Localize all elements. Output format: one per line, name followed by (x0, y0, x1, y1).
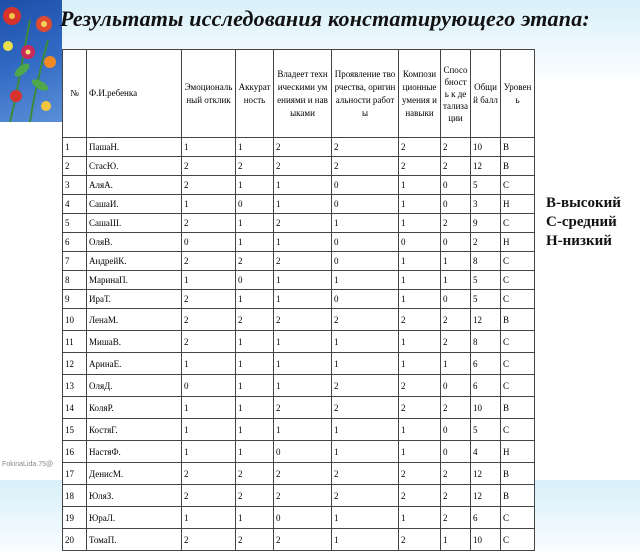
table-row (63, 214, 535, 233)
cell-creativity: 1 (332, 331, 399, 353)
cell-creativity: 2 (332, 309, 399, 331)
cell-composition: 2 (399, 463, 441, 485)
cell-technical-skills: 1 (274, 290, 332, 309)
cell-detailing: 0 (441, 176, 471, 195)
cell-composition: 1 (399, 271, 441, 290)
cell-number: 1 (63, 138, 87, 157)
column-header-total-score: Общий балл (471, 50, 501, 138)
watermark: FokinaLida.75@ (2, 461, 54, 468)
table-row (63, 441, 535, 463)
cell-emotional-response: 1 (182, 271, 236, 290)
cell-total-score: 6 (471, 353, 501, 375)
cell-accuracy: 1 (236, 176, 274, 195)
cell-total-score: 5 (471, 290, 501, 309)
table-row (63, 375, 535, 397)
cell-creativity: 1 (332, 441, 399, 463)
cell-child-name: АринаЕ. (87, 353, 182, 375)
cell-composition: 1 (399, 252, 441, 271)
cell-number: 4 (63, 195, 87, 214)
cell-number: 3 (63, 176, 87, 195)
cell-number: 8 (63, 271, 87, 290)
cell-number: 10 (63, 309, 87, 331)
cell-creativity: 1 (332, 271, 399, 290)
cell-composition: 0 (399, 233, 441, 252)
table-row (63, 195, 535, 214)
cell-emotional-response: 2 (182, 214, 236, 233)
cell-total-score: 10 (471, 138, 501, 157)
cell-level: В (501, 157, 535, 176)
cell-composition: 1 (399, 441, 441, 463)
cell-total-score: 2 (471, 233, 501, 252)
cell-creativity: 0 (332, 252, 399, 271)
cell-composition: 2 (399, 157, 441, 176)
cell-total-score: 8 (471, 252, 501, 271)
cell-emotional-response: 1 (182, 195, 236, 214)
cell-technical-skills: 0 (274, 441, 332, 463)
cell-total-score: 12 (471, 485, 501, 507)
cell-total-score: 10 (471, 529, 501, 551)
cell-composition: 1 (399, 507, 441, 529)
cell-accuracy: 1 (236, 214, 274, 233)
cell-technical-skills: 2 (274, 252, 332, 271)
cell-technical-skills: 2 (274, 397, 332, 419)
cell-child-name: ЮраЛ. (87, 507, 182, 529)
cell-detailing: 2 (441, 157, 471, 176)
table-row (63, 290, 535, 309)
legend-low: Н-низкий (546, 233, 612, 249)
cell-composition: 1 (399, 331, 441, 353)
cell-level: Н (501, 233, 535, 252)
cell-technical-skills: 2 (274, 309, 332, 331)
cell-accuracy: 1 (236, 397, 274, 419)
cell-detailing: 0 (441, 290, 471, 309)
cell-emotional-response: 2 (182, 463, 236, 485)
cell-child-name: АляА. (87, 176, 182, 195)
cell-level: С (501, 176, 535, 195)
cell-number: 19 (63, 507, 87, 529)
cell-number: 9 (63, 290, 87, 309)
cell-accuracy: 2 (236, 463, 274, 485)
cell-emotional-response: 1 (182, 397, 236, 419)
cell-detailing: 0 (441, 233, 471, 252)
cell-accuracy: 1 (236, 290, 274, 309)
cell-accuracy: 1 (236, 507, 274, 529)
cell-level: В (501, 485, 535, 507)
cell-emotional-response: 2 (182, 309, 236, 331)
cell-child-name: МаринаП. (87, 271, 182, 290)
cell-level: В (501, 463, 535, 485)
cell-number: 20 (63, 529, 87, 551)
cell-creativity: 1 (332, 507, 399, 529)
cell-number: 13 (63, 375, 87, 397)
cell-technical-skills: 2 (274, 157, 332, 176)
cell-level: Н (501, 195, 535, 214)
cell-emotional-response: 2 (182, 157, 236, 176)
cell-total-score: 3 (471, 195, 501, 214)
cell-level: С (501, 353, 535, 375)
cell-detailing: 2 (441, 214, 471, 233)
cell-emotional-response: 2 (182, 252, 236, 271)
cell-detailing: 1 (441, 353, 471, 375)
cell-technical-skills: 1 (274, 353, 332, 375)
cell-child-name: КоляР. (87, 397, 182, 419)
cell-detailing: 0 (441, 441, 471, 463)
cell-technical-skills: 2 (274, 485, 332, 507)
cell-emotional-response: 1 (182, 441, 236, 463)
cell-composition: 1 (399, 214, 441, 233)
cell-emotional-response: 2 (182, 485, 236, 507)
cell-accuracy: 1 (236, 375, 274, 397)
cell-technical-skills: 0 (274, 507, 332, 529)
cell-child-name: СашаШ. (87, 214, 182, 233)
cell-composition: 2 (399, 485, 441, 507)
cell-emotional-response: 2 (182, 331, 236, 353)
cell-accuracy: 0 (236, 271, 274, 290)
table-row (63, 157, 535, 176)
cell-level: С (501, 375, 535, 397)
cell-detailing: 2 (441, 463, 471, 485)
cell-technical-skills: 2 (274, 138, 332, 157)
table-row (63, 252, 535, 271)
cell-number: 2 (63, 157, 87, 176)
cell-level: С (501, 252, 535, 271)
cell-technical-skills: 2 (274, 529, 332, 551)
cell-creativity: 2 (332, 138, 399, 157)
corner-decoration (0, 0, 62, 122)
cell-accuracy: 2 (236, 309, 274, 331)
cell-emotional-response: 0 (182, 233, 236, 252)
cell-creativity: 1 (332, 419, 399, 441)
cell-composition: 2 (399, 397, 441, 419)
cell-number: 5 (63, 214, 87, 233)
flower-ornament-icon (0, 0, 62, 122)
table-row (63, 233, 535, 252)
cell-technical-skills: 1 (274, 331, 332, 353)
cell-total-score: 5 (471, 176, 501, 195)
column-header-technical-skills: Владеет техническими умениями и навыками (274, 50, 332, 138)
cell-technical-skills: 1 (274, 195, 332, 214)
cell-child-name: СашаИ. (87, 195, 182, 214)
table-row (63, 138, 535, 157)
cell-total-score: 6 (471, 375, 501, 397)
cell-accuracy: 2 (236, 157, 274, 176)
cell-total-score: 9 (471, 214, 501, 233)
table-header-row (63, 50, 535, 138)
cell-creativity: 1 (332, 214, 399, 233)
cell-technical-skills: 2 (274, 463, 332, 485)
cell-child-name: ПашаН. (87, 138, 182, 157)
cell-child-name: АндрейК. (87, 252, 182, 271)
cell-creativity: 1 (332, 353, 399, 375)
cell-level: С (501, 507, 535, 529)
cell-total-score: 12 (471, 463, 501, 485)
cell-technical-skills: 1 (274, 176, 332, 195)
column-header-emotional-response: Эмоциональный отклик (182, 50, 236, 138)
cell-level: С (501, 419, 535, 441)
cell-detailing: 1 (441, 271, 471, 290)
cell-detailing: 0 (441, 375, 471, 397)
column-header-creativity: Проявление творчества, оригинальности работы (332, 50, 399, 138)
cell-creativity: 0 (332, 176, 399, 195)
page-title: Результаты исследования констатирующего этапа: (60, 6, 590, 31)
results-table-container (62, 49, 534, 545)
cell-level: С (501, 271, 535, 290)
cell-technical-skills: 1 (274, 233, 332, 252)
cell-number: 6 (63, 233, 87, 252)
cell-child-name: СтасЮ. (87, 157, 182, 176)
column-header-number: № (63, 50, 87, 138)
cell-creativity: 0 (332, 233, 399, 252)
cell-total-score: 4 (471, 441, 501, 463)
cell-detailing: 0 (441, 419, 471, 441)
cell-child-name: ТомаП. (87, 529, 182, 551)
cell-creativity: 2 (332, 375, 399, 397)
cell-accuracy: 1 (236, 138, 274, 157)
cell-number: 18 (63, 485, 87, 507)
cell-total-score: 6 (471, 507, 501, 529)
cell-composition: 1 (399, 290, 441, 309)
cell-child-name: ОляД. (87, 375, 182, 397)
table-row (63, 397, 535, 419)
cell-composition: 2 (399, 375, 441, 397)
cell-level: С (501, 214, 535, 233)
cell-creativity: 0 (332, 290, 399, 309)
cell-emotional-response: 1 (182, 138, 236, 157)
cell-technical-skills: 1 (274, 419, 332, 441)
legend-medium: С-средний (546, 214, 617, 230)
cell-detailing: 1 (441, 252, 471, 271)
cell-detailing: 2 (441, 507, 471, 529)
cell-number: 14 (63, 397, 87, 419)
cell-child-name: КостяГ. (87, 419, 182, 441)
column-header-composition-skills: Композиционные умения и навыки (399, 50, 441, 138)
table-row (63, 331, 535, 353)
cell-child-name: МишаВ. (87, 331, 182, 353)
cell-detailing: 0 (441, 195, 471, 214)
table-row (63, 271, 535, 290)
cell-number: 15 (63, 419, 87, 441)
cell-level: В (501, 309, 535, 331)
column-header-level: Уровень (501, 50, 535, 138)
cell-emotional-response: 1 (182, 353, 236, 375)
cell-level: В (501, 138, 535, 157)
cell-level: Н (501, 441, 535, 463)
cell-total-score: 12 (471, 309, 501, 331)
cell-emotional-response: 0 (182, 375, 236, 397)
cell-total-score: 8 (471, 331, 501, 353)
cell-accuracy: 1 (236, 441, 274, 463)
cell-child-name: ДенисМ. (87, 463, 182, 485)
table-row (63, 463, 535, 485)
cell-number: 17 (63, 463, 87, 485)
cell-creativity: 0 (332, 195, 399, 214)
cell-emotional-response: 1 (182, 507, 236, 529)
cell-number: 16 (63, 441, 87, 463)
cell-total-score: 10 (471, 397, 501, 419)
table-row (63, 485, 535, 507)
column-header-accuracy: Аккуратность (236, 50, 274, 138)
cell-composition: 1 (399, 195, 441, 214)
cell-child-name: ОляВ. (87, 233, 182, 252)
cell-number: 12 (63, 353, 87, 375)
cell-child-name: ЛенаМ. (87, 309, 182, 331)
cell-child-name: ИраТ. (87, 290, 182, 309)
cell-creativity: 1 (332, 529, 399, 551)
cell-detailing: 2 (441, 309, 471, 331)
results-table (62, 49, 535, 551)
cell-emotional-response: 1 (182, 419, 236, 441)
cell-accuracy: 2 (236, 252, 274, 271)
cell-level: С (501, 331, 535, 353)
table-row (63, 419, 535, 441)
cell-composition: 1 (399, 353, 441, 375)
cell-emotional-response: 2 (182, 529, 236, 551)
table-row (63, 507, 535, 529)
cell-composition: 1 (399, 176, 441, 195)
cell-technical-skills: 1 (274, 271, 332, 290)
cell-accuracy: 1 (236, 419, 274, 441)
cell-emotional-response: 2 (182, 176, 236, 195)
table-row (63, 529, 535, 551)
cell-detailing: 1 (441, 529, 471, 551)
legend-high: В-высокий (546, 195, 621, 211)
cell-total-score: 12 (471, 157, 501, 176)
cell-child-name: НастяФ. (87, 441, 182, 463)
cell-accuracy: 1 (236, 331, 274, 353)
cell-detailing: 2 (441, 485, 471, 507)
cell-level: С (501, 290, 535, 309)
cell-emotional-response: 2 (182, 290, 236, 309)
cell-composition: 2 (399, 309, 441, 331)
cell-composition: 2 (399, 529, 441, 551)
level-legend (546, 194, 621, 251)
cell-total-score: 5 (471, 419, 501, 441)
cell-level: В (501, 397, 535, 419)
column-header-child-name: Ф.И.ребенка (87, 50, 182, 138)
cell-accuracy: 0 (236, 195, 274, 214)
cell-creativity: 2 (332, 157, 399, 176)
cell-technical-skills: 2 (274, 214, 332, 233)
table-row (63, 353, 535, 375)
cell-detailing: 2 (441, 331, 471, 353)
table-row (63, 309, 535, 331)
cell-level: С (501, 529, 535, 551)
cell-composition: 1 (399, 419, 441, 441)
cell-accuracy: 1 (236, 353, 274, 375)
cell-accuracy: 2 (236, 485, 274, 507)
cell-detailing: 2 (441, 397, 471, 419)
cell-number: 11 (63, 331, 87, 353)
cell-number: 7 (63, 252, 87, 271)
cell-detailing: 2 (441, 138, 471, 157)
cell-creativity: 2 (332, 485, 399, 507)
cell-creativity: 2 (332, 397, 399, 419)
column-header-detailing: Способность к детализации (441, 50, 471, 138)
cell-total-score: 5 (471, 271, 501, 290)
cell-child-name: ЮляЗ. (87, 485, 182, 507)
table-body (63, 138, 535, 551)
cell-composition: 2 (399, 138, 441, 157)
cell-accuracy: 2 (236, 529, 274, 551)
cell-accuracy: 1 (236, 233, 274, 252)
cell-creativity: 2 (332, 463, 399, 485)
cell-technical-skills: 1 (274, 375, 332, 397)
table-row (63, 176, 535, 195)
